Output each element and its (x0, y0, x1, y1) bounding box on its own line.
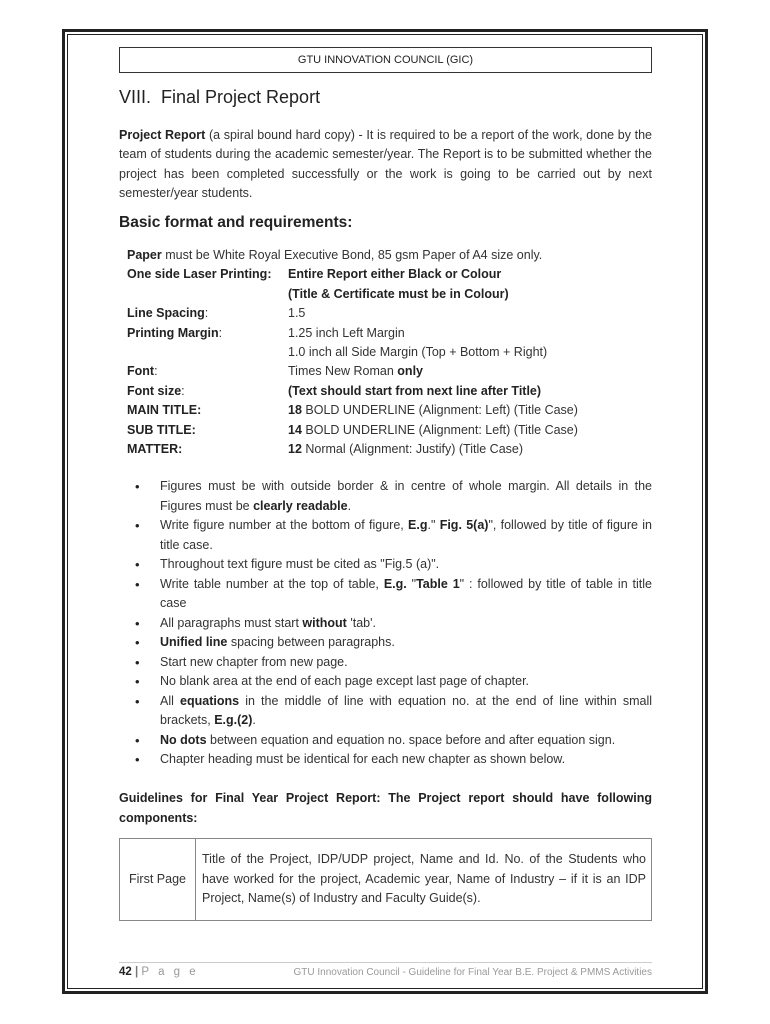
spec-main-title-label: MAIN TITLE: (127, 403, 202, 418)
spec-paper (127, 246, 652, 265)
b5-post: 'tab'. (346, 615, 376, 630)
b9-bold: equations (180, 693, 240, 708)
b2-mid: ." (427, 518, 440, 532)
b4-mid: " (406, 576, 417, 591)
page-separator: | (131, 966, 142, 978)
spec-margin-label: Printing Margin (127, 325, 219, 340)
section-title: Final Project Report (161, 87, 321, 107)
spec-main-title-value: BOLD UNDERLINE (Alignment: Left) (Title Case) (301, 403, 578, 418)
b9-bold2: E.g.(2) (214, 713, 253, 727)
section-heading: Basic format and requirements: (119, 214, 353, 231)
list-item (135, 692, 652, 731)
spec-spacing-colon: : (204, 306, 209, 321)
component-label: First Page (120, 839, 196, 921)
b4-pre: Write table number at the top of table, (160, 576, 384, 591)
list-item (135, 653, 652, 673)
b2-pre: Write figure number at the bottom of figure, (160, 518, 409, 532)
spec-laser-label: One side Laser Printing: (127, 267, 272, 282)
spec-font-only: only (397, 364, 423, 379)
spec-matter-size: 12 (288, 441, 302, 456)
spec-margin-colon: : (218, 325, 223, 340)
b1-post: . (347, 498, 352, 513)
list-item (135, 731, 652, 751)
b3-text: Throughout text figure must be cited as "Fig.5 (a)". (160, 557, 440, 571)
b2-post: ", followed by title of figure in title case. (160, 518, 652, 552)
spec-matter (127, 440, 652, 459)
b4-post: " : followed by title of table in title case (160, 576, 652, 610)
spec-main-title-size: 18 (288, 403, 302, 418)
b11-text: Chapter heading must be identical for each new chapter as shown below. (160, 752, 566, 766)
spec-margin-value1: 1.25 inch Left Margin (288, 325, 405, 340)
list-item (135, 477, 652, 516)
spec-matter-value: Normal (Alignment: Justify) (Title Case) (301, 441, 524, 456)
b1-pre: Figures must be with outside border & in centre of whole margin. All details in the Figures must be (160, 479, 652, 513)
b2-bold2: Fig. 5(a) (439, 518, 489, 532)
b2-bold1: E.g (408, 518, 428, 532)
page-number: 42 (119, 966, 132, 978)
b1-bold: clearly readable (253, 498, 348, 513)
b6-post: spacing between paragraphs. (227, 635, 395, 649)
b9-post: . (252, 713, 256, 727)
component-description: Title of the Project, IDP/UDP project, Name and Id. No. of the Students who have worked for the project, Academic year, Name of Industry – if it is an IDP Project, Name(s) of Industry and Faculty Guide(s). (196, 839, 652, 921)
format-specs (127, 246, 652, 459)
page-word: P a g e (141, 966, 199, 978)
spec-font-size-label: Font size (127, 383, 182, 398)
list-item (135, 575, 652, 614)
list-item (135, 672, 652, 692)
spec-paper-label: Paper (127, 248, 162, 262)
list-item (135, 750, 652, 770)
b9-mid: in the middle of line with equation no. at the end of line within small brackets, (160, 693, 653, 727)
spec-margin-value2: 1.0 inch all Side Margin (Top + Bottom + Right) (288, 344, 548, 359)
page-title (119, 87, 320, 108)
spec-font-size-colon: : (181, 383, 185, 398)
spec-spacing-value: 1.5 (288, 306, 306, 321)
b4-bold1: E.g. (383, 576, 407, 591)
b9-pre: All (160, 693, 181, 708)
spec-laser-value1: Entire Report either Black or Colour (288, 267, 502, 282)
spec-paper-text: must be White Royal Executive Bond, 85 gsm Paper of A4 size only. (161, 248, 543, 262)
spec-spacing-label: Line Spacing (127, 306, 205, 321)
rules-list (135, 477, 652, 770)
guidelines-heading: Guidelines for Final Year Project Report: The Project report should have following components: (119, 791, 652, 825)
b4-bold2: Table 1 (416, 576, 460, 591)
list-item (135, 555, 652, 575)
spec-sub-title-size: 14 (288, 422, 302, 437)
list-item (135, 614, 652, 634)
b10-post: between equation and equation no. space before and after equation sign. (206, 732, 616, 747)
spec-sub-title (127, 421, 652, 440)
spec-spacing (127, 304, 652, 323)
section-number: VIII. (119, 87, 152, 107)
b8-text: No blank area at the end of each page except last page of chapter. (160, 674, 530, 688)
spec-font-size-value: (Text should start from next line after Title) (288, 383, 542, 398)
spec-font-label: Font (127, 364, 155, 379)
spec-font-colon: : (154, 364, 158, 379)
spec-laser (127, 265, 652, 284)
b5-bold: without (302, 615, 347, 630)
spec-laser-value2: (Title & Certificate must be in Colour) (288, 286, 509, 301)
b7-text: Start new chapter from new page. (160, 654, 348, 669)
intro-text: (a spiral bound hard copy) - It is required to be a report of the work, done by the team of students during the academic semester/year. The Report is to be submitted whether the project has been completed successfully or the work is going to be carried out by next semester/year students. (119, 128, 652, 200)
header-text: GTU INNOVATION COUNCIL (GIC) (297, 54, 474, 66)
b6-bold: Unified line (160, 635, 228, 649)
components-table (119, 838, 652, 921)
spec-main-title (127, 401, 652, 420)
spec-margin (127, 324, 652, 343)
spec-font-size (127, 382, 652, 401)
header-box (119, 47, 652, 73)
spec-font (127, 362, 652, 381)
footer-doc-title: GTU Innovation Council - Guideline for Final Year B.E. Project & PMMS Activities (293, 967, 652, 978)
list-item (135, 633, 652, 653)
spec-sub-title-label: SUB TITLE: (127, 422, 196, 437)
footer-page-number (119, 966, 199, 978)
intro-paragraph (119, 126, 652, 203)
spec-laser-cont (127, 285, 652, 304)
spec-sub-title-value: BOLD UNDERLINE (Alignment: Left) (Title Case) (301, 422, 578, 437)
spec-matter-label: MATTER: (127, 441, 183, 456)
spec-font-value: Times New Roman (288, 364, 398, 379)
b10-bold: No dots (160, 732, 207, 747)
table-row (120, 839, 652, 921)
footer-divider (119, 962, 652, 963)
list-item (135, 516, 652, 555)
spec-margin-cont (127, 343, 652, 362)
b5-pre: All paragraphs must start (160, 615, 303, 630)
intro-bold: Project Report (119, 128, 206, 142)
